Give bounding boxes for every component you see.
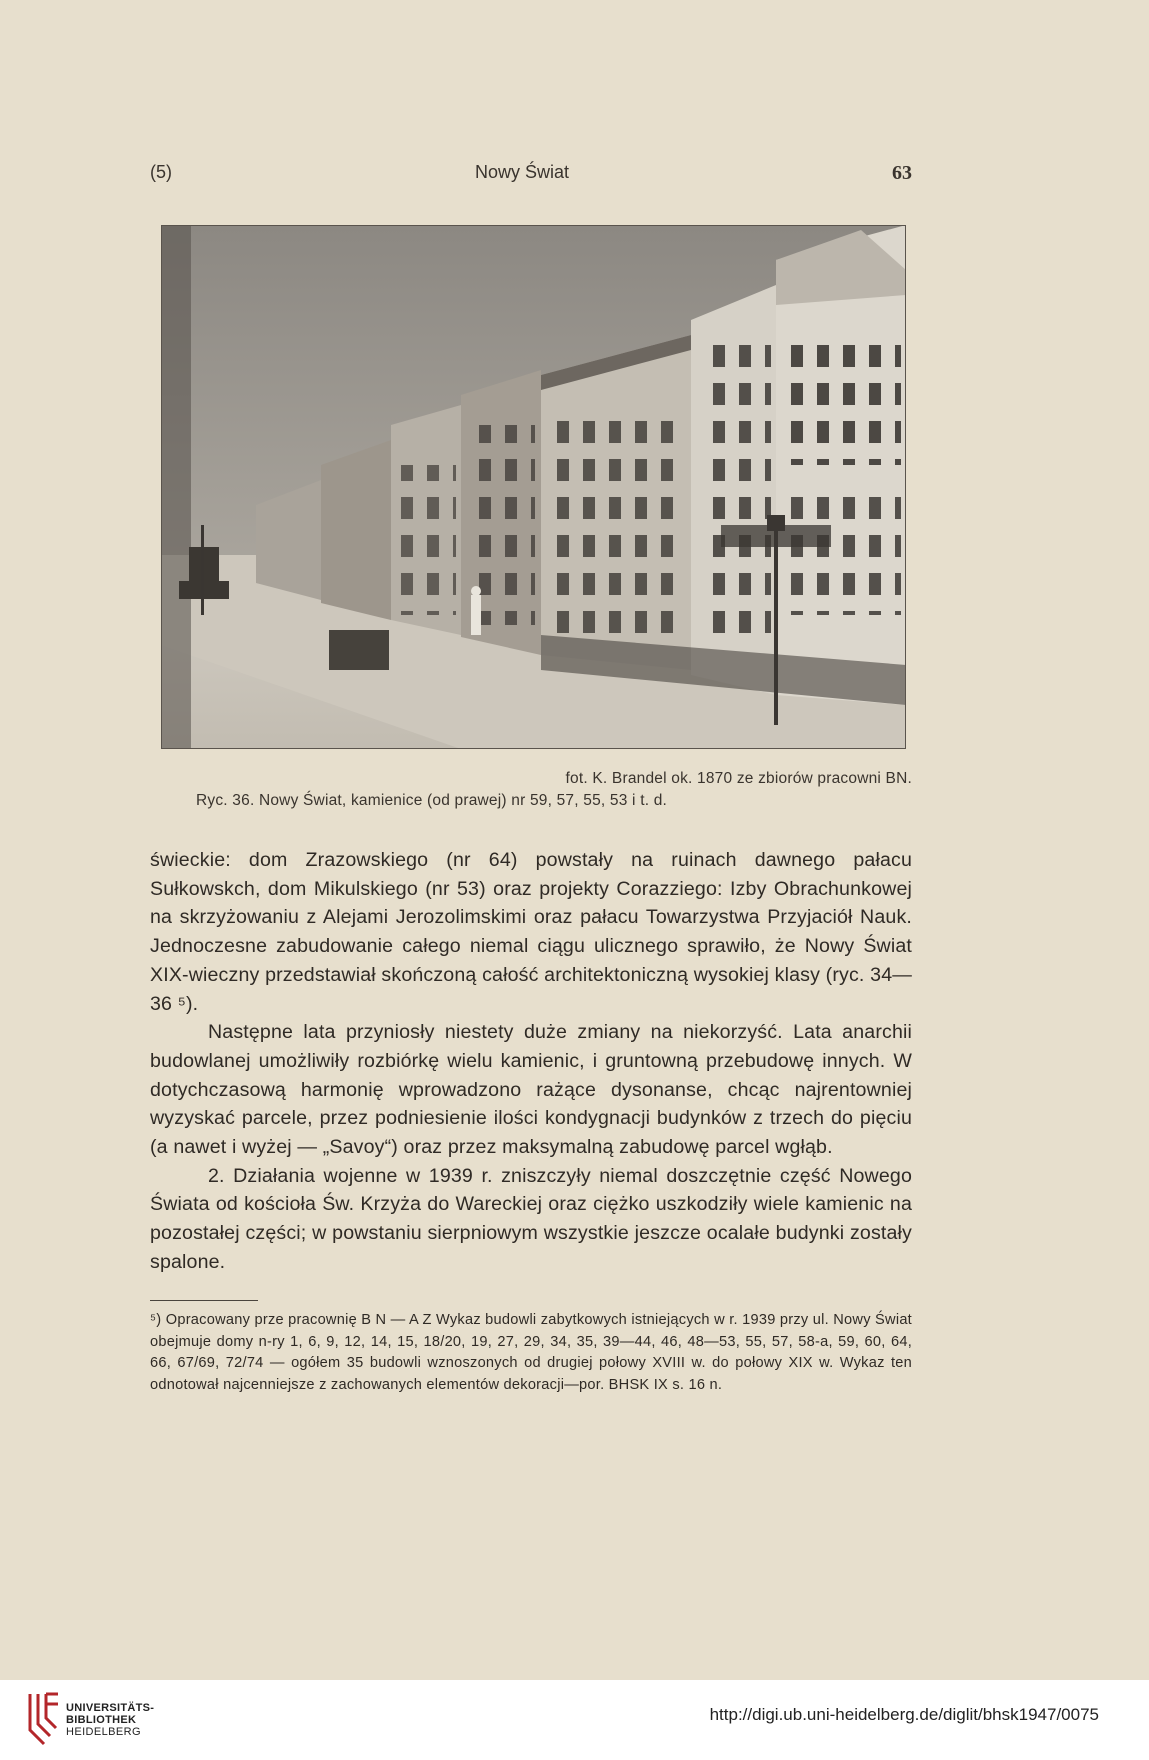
photo-credit: fot. K. Brandel ok. 1870 ze zbiorów pracowni BN. <box>565 770 912 787</box>
library-name <box>66 1702 154 1738</box>
paragraph: Następne lata przyniosły niestety duże zmiany na niekorzyść. Lata anarchii budowlanej umożliwiły rozbiórkę wielu kamienic, i gruntowną przebudowę innych. W dotychczasową harmonię wprowadzono rażące dysonanse, chcąc najrentowniej wyzyskać parcele, przez podniesienie ilości kondygnacji budynków z trzech do pięciu (a nawet i wyżej — „Savoy“) oraz przez maksymalną zabudowę parcel wgłąb. <box>150 1021 912 1159</box>
street-photograph <box>161 225 906 749</box>
section-number: (5) <box>150 162 172 182</box>
permalink-url[interactable]: http://digi.ub.uni-heidelberg.de/diglit/bhsk1947/0075 <box>709 1705 1099 1724</box>
paragraph: 2. Działania wojenne w 1939 r. zniszczyły niemal doszczętnie część Nowego Świata od kościoła Św. Krzyża do Wareckiej oraz ciężko uszkodziły wiele kamienic na pozostałej części; w powstaniu sierpniowym wszystkie jeszcze ocalałe budynki zostały spalone. <box>150 1164 912 1273</box>
ub-heidelberg-logo-icon <box>24 1690 62 1750</box>
figure-caption: Ryc. 36. Nowy Świat, kamienice (od prawej) nr 59, 57, 55, 53 i t. d. <box>196 792 668 809</box>
footnote-divider <box>150 1300 258 1301</box>
running-header <box>150 162 912 188</box>
digitization-footer <box>0 1680 1149 1760</box>
library-line: UNIVERSITÄTS- <box>66 1702 155 1714</box>
page-number: 63 <box>892 162 912 184</box>
library-line: BIBLIOTHEK <box>66 1714 137 1726</box>
footnote <box>150 1310 912 1396</box>
paragraph: świeckie: dom Zrazowskiego (nr 64) powstały na ruinach dawnego pałacu Sułkowskch, dom Mikulskiego (nr 53) oraz projekty Corazziego: Izby Obrachunkowej na skrzyżowaniu z Alejami Jerozolimskimi oraz pałacu Towarzystwa Przyjaciół Nauk. Jednoczesne zabudowanie całego niemal ciągu ulicznego sprawiło, że Nowy Świat XIX-wieczny przedstawiał skończoną całość architektoniczną wysokiej klasy (ryc. 34—36 ⁵). <box>150 849 912 1015</box>
footnote-text: Opracowany prze pracownię B N — A Z Wykaz budowli zabytkowych istniejących w r. 1939 przy ul. Nowy Świat obejmuje domy n-ry 1, 6, 9, 12, 14, 15, 18/20, 19, 27, 29, 34, 35, 39—44, 46, 48—53, 55, 57, 58-a, 59, 60, 64, 66, 67/69, 72/74 — ogółem 35 budowli wznoszonych od drugiej połowy XVIII w. do połowy XIX w. Wykaz ten odnotował najcenniejsze z zachowanych elementów dekoracji—por. BHSK IX s. 16 n. <box>150 1312 912 1393</box>
body-text <box>150 846 912 1277</box>
footnote-marker: ⁵) <box>150 1312 162 1328</box>
running-title: Nowy Świat <box>475 162 570 182</box>
library-line: HEIDELBERG <box>66 1726 141 1738</box>
